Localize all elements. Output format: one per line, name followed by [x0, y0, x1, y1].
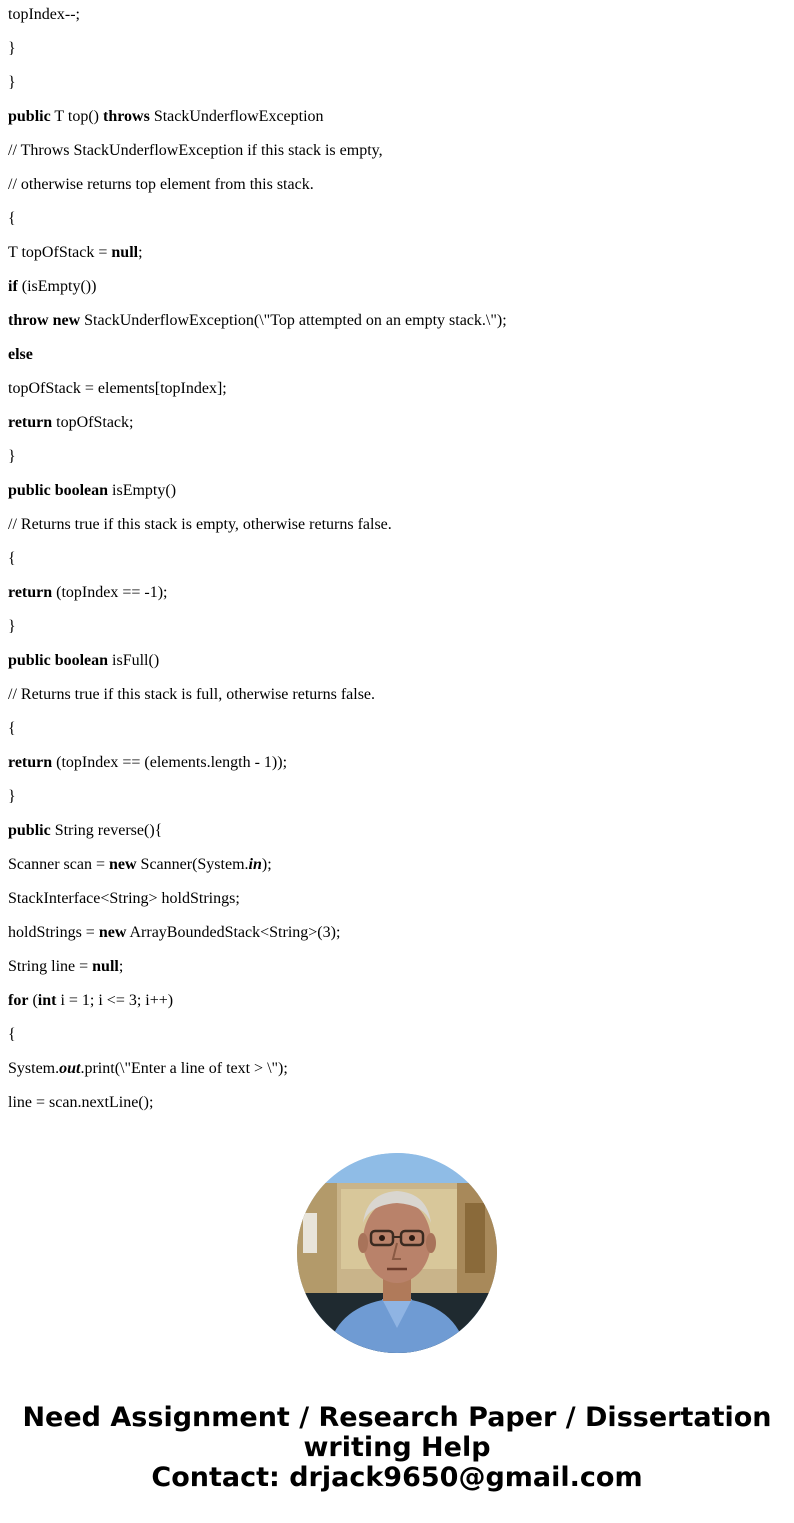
code-keyword: return [8, 584, 53, 601]
code-text: (topIndex == (elements.length - 1)); [52, 754, 288, 771]
code-line [8, 956, 507, 990]
code-line [8, 480, 507, 514]
code-text: } [8, 448, 16, 465]
code-text: } [8, 788, 16, 805]
code-text: topOfStack; [52, 414, 134, 431]
code-line [8, 582, 507, 616]
code-keyword: public [8, 822, 51, 839]
code-line [8, 684, 507, 718]
code-text: System. [8, 1060, 60, 1077]
code-line [8, 616, 507, 650]
code-text: { [8, 210, 16, 227]
code-text: holdStrings = [8, 924, 99, 941]
code-line [8, 446, 507, 480]
code-text: } [8, 618, 16, 635]
contact-banner [0, 1403, 794, 1493]
avatar [297, 1153, 497, 1353]
code-text: line = scan.nextLine(); [8, 1094, 154, 1111]
code-keyword: public [8, 482, 51, 499]
code-line [8, 276, 507, 310]
code-keyword: new [52, 312, 81, 329]
code-text: i = 1; i <= 3; i++) [56, 992, 174, 1009]
code-listing [8, 4, 507, 1126]
code-line [8, 72, 507, 106]
code-keyword: boolean [54, 652, 109, 669]
banner-line-1: Need Assignment / Research Paper / Dissertation [22, 1402, 772, 1433]
code-text: ( [28, 992, 38, 1009]
code-text: (topIndex == -1); [52, 584, 168, 601]
code-text: } [8, 74, 16, 91]
code-text: { [8, 720, 16, 737]
code-text: // Returns true if this stack is empty, otherwise returns false. [8, 516, 392, 533]
code-line [8, 854, 507, 888]
code-line [8, 752, 507, 786]
avatar-photo [297, 1153, 497, 1353]
code-text: ); [261, 856, 272, 873]
code-line [8, 1058, 507, 1092]
code-text: } [8, 40, 16, 57]
code-keyword: return [8, 754, 53, 771]
code-text: StackUnderflowException [149, 108, 324, 125]
banner-line-2: writing Help [303, 1432, 491, 1463]
code-line [8, 820, 507, 854]
code-text: // otherwise returns top element from this stack. [8, 176, 314, 193]
code-text: Scanner scan = [8, 856, 109, 873]
code-line [8, 174, 507, 208]
code-text: // Returns true if this stack is full, otherwise returns false. [8, 686, 376, 703]
code-text: isFull() [108, 652, 160, 669]
code-line [8, 412, 507, 446]
code-line [8, 140, 507, 174]
code-line [8, 514, 507, 548]
code-line [8, 786, 507, 820]
code-keyword: for [8, 992, 29, 1009]
code-text: T topOfStack = [8, 244, 112, 261]
banner-contact-email[interactable]: Contact: drjack9650@gmail.com [151, 1462, 643, 1493]
code-line [8, 922, 507, 956]
code-text: String reverse(){ [50, 822, 163, 839]
code-keyword: return [8, 414, 53, 431]
code-line [8, 990, 507, 1024]
code-text: topOfStack = elements[topIndex]; [8, 380, 227, 397]
code-keyword: public [8, 108, 51, 125]
code-text: ; [138, 244, 143, 261]
code-keyword: public [8, 652, 51, 669]
code-keyword: new [108, 856, 137, 873]
code-text: .print(\"Enter a line of text > \"); [80, 1060, 288, 1077]
code-text: T top() [50, 108, 103, 125]
code-text: isEmpty() [108, 482, 177, 499]
code-keyword: throws [102, 108, 150, 125]
code-text: StackInterface<String> holdStrings; [8, 890, 240, 907]
code-line [8, 650, 507, 684]
code-text: { [8, 550, 16, 567]
code-keyword: if [8, 278, 18, 295]
code-text: // Throws StackUnderflowException if this stack is empty, [8, 142, 383, 159]
code-text: StackUnderflowException(\"Top attempted on an empty stack.\"); [80, 312, 507, 329]
code-keyword: null [92, 958, 119, 975]
code-line [8, 242, 507, 276]
code-text: String line = [8, 958, 93, 975]
code-line [8, 888, 507, 922]
code-line [8, 38, 507, 72]
code-text: { [8, 1026, 16, 1043]
code-keyword: out [59, 1060, 81, 1077]
code-text: topIndex--; [8, 6, 80, 23]
code-keyword: in [248, 856, 262, 873]
code-text: ; [118, 958, 124, 975]
code-keyword: throw [8, 312, 49, 329]
code-text: Scanner(System. [136, 856, 249, 873]
code-line [8, 1092, 507, 1126]
code-keyword: int [37, 992, 57, 1009]
code-keyword: else [8, 346, 33, 363]
code-line [8, 344, 507, 378]
code-line [8, 208, 507, 242]
code-line [8, 1024, 507, 1058]
code-line [8, 4, 507, 38]
code-keyword: new [98, 924, 127, 941]
code-text: (isEmpty()) [17, 278, 97, 295]
code-line [8, 718, 507, 752]
code-line [8, 548, 507, 582]
code-line [8, 378, 507, 412]
code-keyword: boolean [54, 482, 109, 499]
code-line [8, 310, 507, 344]
code-line [8, 106, 507, 140]
code-keyword: null [111, 244, 139, 261]
code-text: ArrayBoundedStack<String>(3); [126, 924, 341, 941]
